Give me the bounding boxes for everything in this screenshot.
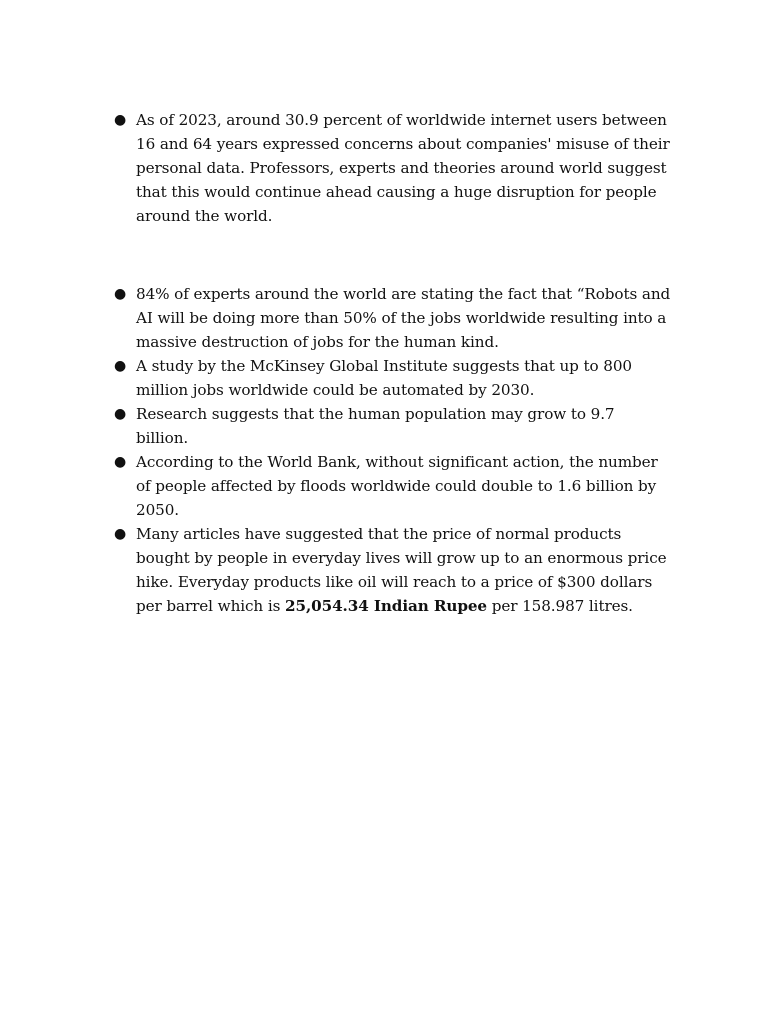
list-item — [111, 522, 671, 618]
list-item-text: 84% of experts around the world are stating the fact that “Robots and AI will be doing more than 50% of the jobs worldwide resulting into a massive destruction of jobs for the human kind. — [136, 285, 671, 351]
bullet-list-2 — [111, 282, 671, 618]
bullet-icon: ● — [114, 112, 127, 128]
list-item — [111, 108, 671, 228]
bullet-icon: ● — [114, 454, 127, 470]
list-item-text: According to the World Bank, without significant action, the number of people affected by floods worldwide could double to 1.6 billion by 2050. — [136, 453, 658, 519]
list-item — [111, 450, 671, 522]
bullet-icon: ● — [114, 286, 127, 302]
bullet-icon: ● — [114, 358, 127, 374]
list-item — [111, 402, 671, 450]
list-item-bold-amount: 25,054.34 Indian Rupee — [285, 597, 487, 615]
list-item — [111, 354, 671, 402]
bullet-icon: ● — [114, 526, 127, 542]
list-item-text: A study by the McKinsey Global Institute suggests that up to 800 million jobs worldwide could be automated by 2030. — [136, 357, 632, 399]
list-item-text-after-bold: per 158.987 litres. — [486, 597, 633, 615]
list-item-text-before-bold: Many articles have suggested that the price of normal products bought by people in everyday lives will grow up to an enormous price hike. Everyday products like oil will reach to a price of $300 dollars per barrel which is — [136, 525, 667, 615]
list-item-text: As of 2023, around 30.9 percent of worldwide internet users between 16 and 64 years expressed concerns about companies' misuse of their personal data. Professors, experts and theories around world suggest that this would continue ahead causing a huge disruption for people around the world. — [136, 111, 670, 225]
bullet-icon: ● — [114, 406, 127, 422]
list-item-text: Research suggests that the human population may grow to 9.7 billion. — [136, 405, 615, 447]
list-item — [111, 282, 671, 354]
bullet-list-1 — [111, 108, 671, 228]
